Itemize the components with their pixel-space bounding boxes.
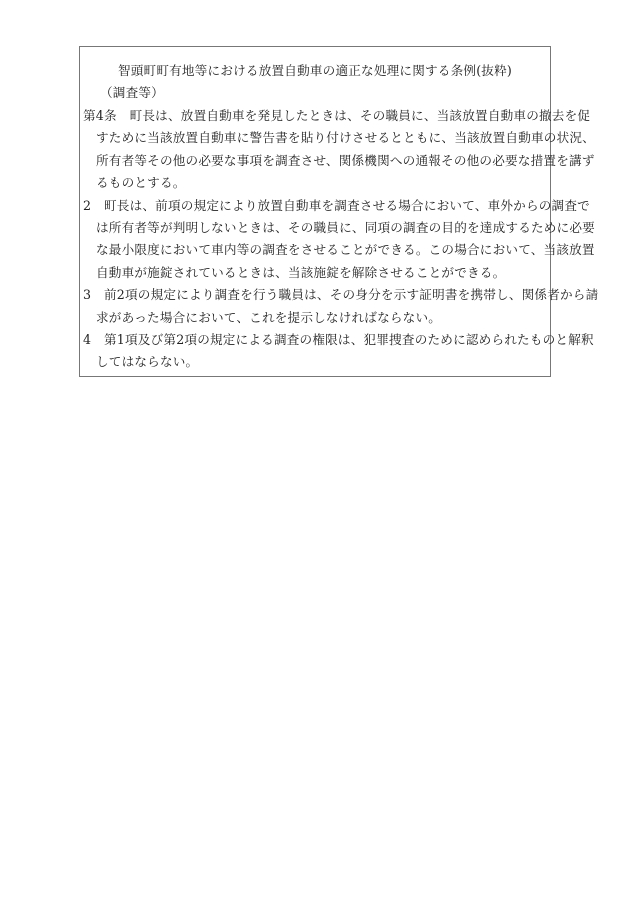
document-title: 智頭町町有地等における放置自動車の適正な処理に関する条例(抜粋) xyxy=(117,63,513,78)
paragraph-line: 所有者等その他の必要な事項を調査させ、関係機関への通報その他の必要な措置を講ず xyxy=(96,152,595,168)
article-caption: （調査等） xyxy=(100,85,164,100)
paragraph-line: るものとする。 xyxy=(96,175,186,191)
paragraph-first-line: 第4条 町長は、放置自動車を発見したときは、その職員に、当該放置自動車の撤去を促 xyxy=(83,108,591,123)
paragraph-line: は所有者等が判明しないときは、その職員に、同項の調査の目的を達成するために必要 xyxy=(96,220,595,235)
paragraph-line: してはならない。 xyxy=(96,354,199,370)
paragraph-first-line: 3 前2項の規定により調査を行う職員は、その身分を示す証明書を携帯し、関係者から請 xyxy=(83,287,599,303)
paragraph-first-line: 4 第1項及び第2項の規定による調査の権限は、犯罪捜査のために認められたものと解釈 xyxy=(83,332,594,347)
paragraph-line: すために当該放置自動車に警告書を貼り付けさせるとともに、当該放置自動車の状況、 xyxy=(96,130,595,146)
paragraph-line: 自動車が施錠されているときは、当該施錠を解除させることができる。 xyxy=(96,264,506,280)
paragraph-line: な最小限度において車内等の調査をさせることができる。この場合において、当該放置 xyxy=(96,242,595,258)
paragraph-first-line: 2 町長は、前項の規定により放置自動車を調査させる場合において、車外からの調査で xyxy=(83,197,590,213)
paragraph-line: 求があった場合において、これを提示しなければならない。 xyxy=(96,309,442,325)
